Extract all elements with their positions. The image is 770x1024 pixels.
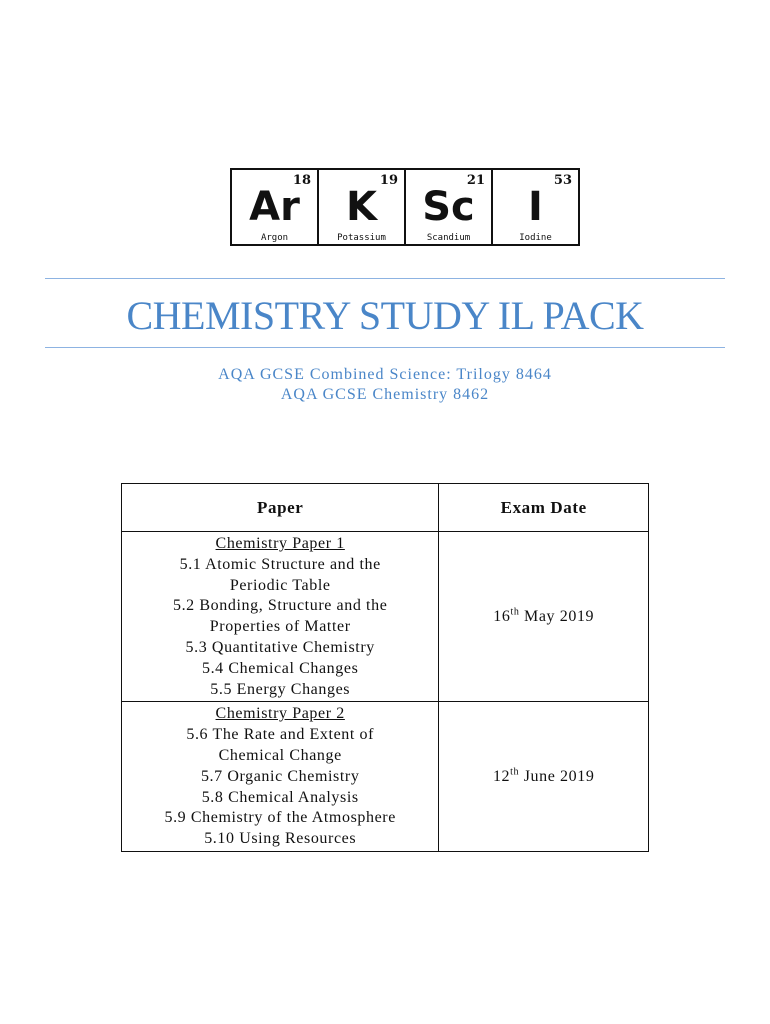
exam-date-suffix: th — [510, 606, 520, 618]
element-symbol: I — [528, 184, 543, 230]
element-name: Potassium — [337, 233, 386, 243]
paper-cell — [122, 702, 439, 852]
element-symbol: K — [346, 184, 377, 230]
exam-date-day: 12 — [492, 767, 511, 785]
topic-line: Chemical Change — [218, 746, 342, 764]
element-tile-argon — [232, 170, 319, 244]
topic-line: 5.9 Chemistry of the Atmosphere — [164, 809, 396, 827]
element-number: 18 — [292, 173, 311, 188]
element-symbol: Ar — [249, 184, 300, 230]
topic-line: 5.3 Quantitative Chemistry — [185, 638, 375, 656]
exam-date-day: 16 — [493, 607, 511, 625]
element-symbol: Sc — [422, 184, 475, 230]
table-row — [122, 532, 649, 702]
topic-line: 5.6 The Rate and Extent of — [186, 726, 375, 744]
element-tile-scandium — [406, 170, 493, 244]
exam-date-rest: May 2019 — [524, 607, 595, 625]
element-number: 53 — [553, 173, 572, 188]
element-name: Argon — [260, 233, 289, 243]
topic-line: Properties of Matter — [209, 618, 351, 636]
table-row — [122, 702, 649, 852]
exam-schedule-table — [121, 483, 649, 852]
course-subtitle-chemistry: AQA GCSE Chemistry 8462 — [280, 386, 490, 403]
table-header-row — [122, 484, 649, 532]
exam-date-rest: June 2019 — [523, 767, 595, 785]
topic-line: 5.2 Bonding, Structure and the — [172, 597, 388, 615]
date-column-header: Exam Date — [439, 484, 649, 532]
course-subtitle-combined: AQA GCSE Combined Science: Trilogy 8464 — [218, 366, 552, 383]
paper-column-header: Paper — [122, 484, 439, 532]
topic-line: 5.5 Energy Changes — [210, 680, 351, 698]
element-name: Iodine — [519, 233, 552, 243]
element-number: 19 — [379, 173, 398, 188]
exam-date — [493, 608, 594, 625]
periodic-table-logo — [230, 168, 580, 246]
topic-line: 5.7 Organic Chemistry — [200, 767, 360, 785]
topic-line: 5.4 Chemical Changes — [201, 659, 359, 677]
paper-title: Chemistry Paper 2 — [215, 705, 345, 723]
title-top-divider — [45, 278, 725, 279]
exam-date — [493, 768, 595, 785]
element-number: 21 — [466, 173, 485, 188]
exam-date-cell — [439, 702, 649, 852]
exam-date-suffix: th — [510, 766, 520, 778]
element-name: Scandium — [426, 233, 471, 243]
page-title: CHEMISTRY STUDY IL PACK — [126, 293, 644, 338]
element-tile-potassium — [319, 170, 406, 244]
topic-line: 5.1 Atomic Structure and the — [179, 555, 381, 573]
element-tile-iodine — [493, 170, 578, 244]
paper-cell — [122, 532, 439, 702]
title-bottom-divider — [45, 347, 725, 348]
paper-title: Chemistry Paper 1 — [215, 535, 345, 552]
topic-line: 5.8 Chemical Analysis — [201, 788, 359, 806]
exam-date-cell — [439, 532, 649, 702]
topic-line: 5.10 Using Resources — [204, 830, 357, 848]
topic-line: Periodic Table — [229, 576, 331, 594]
